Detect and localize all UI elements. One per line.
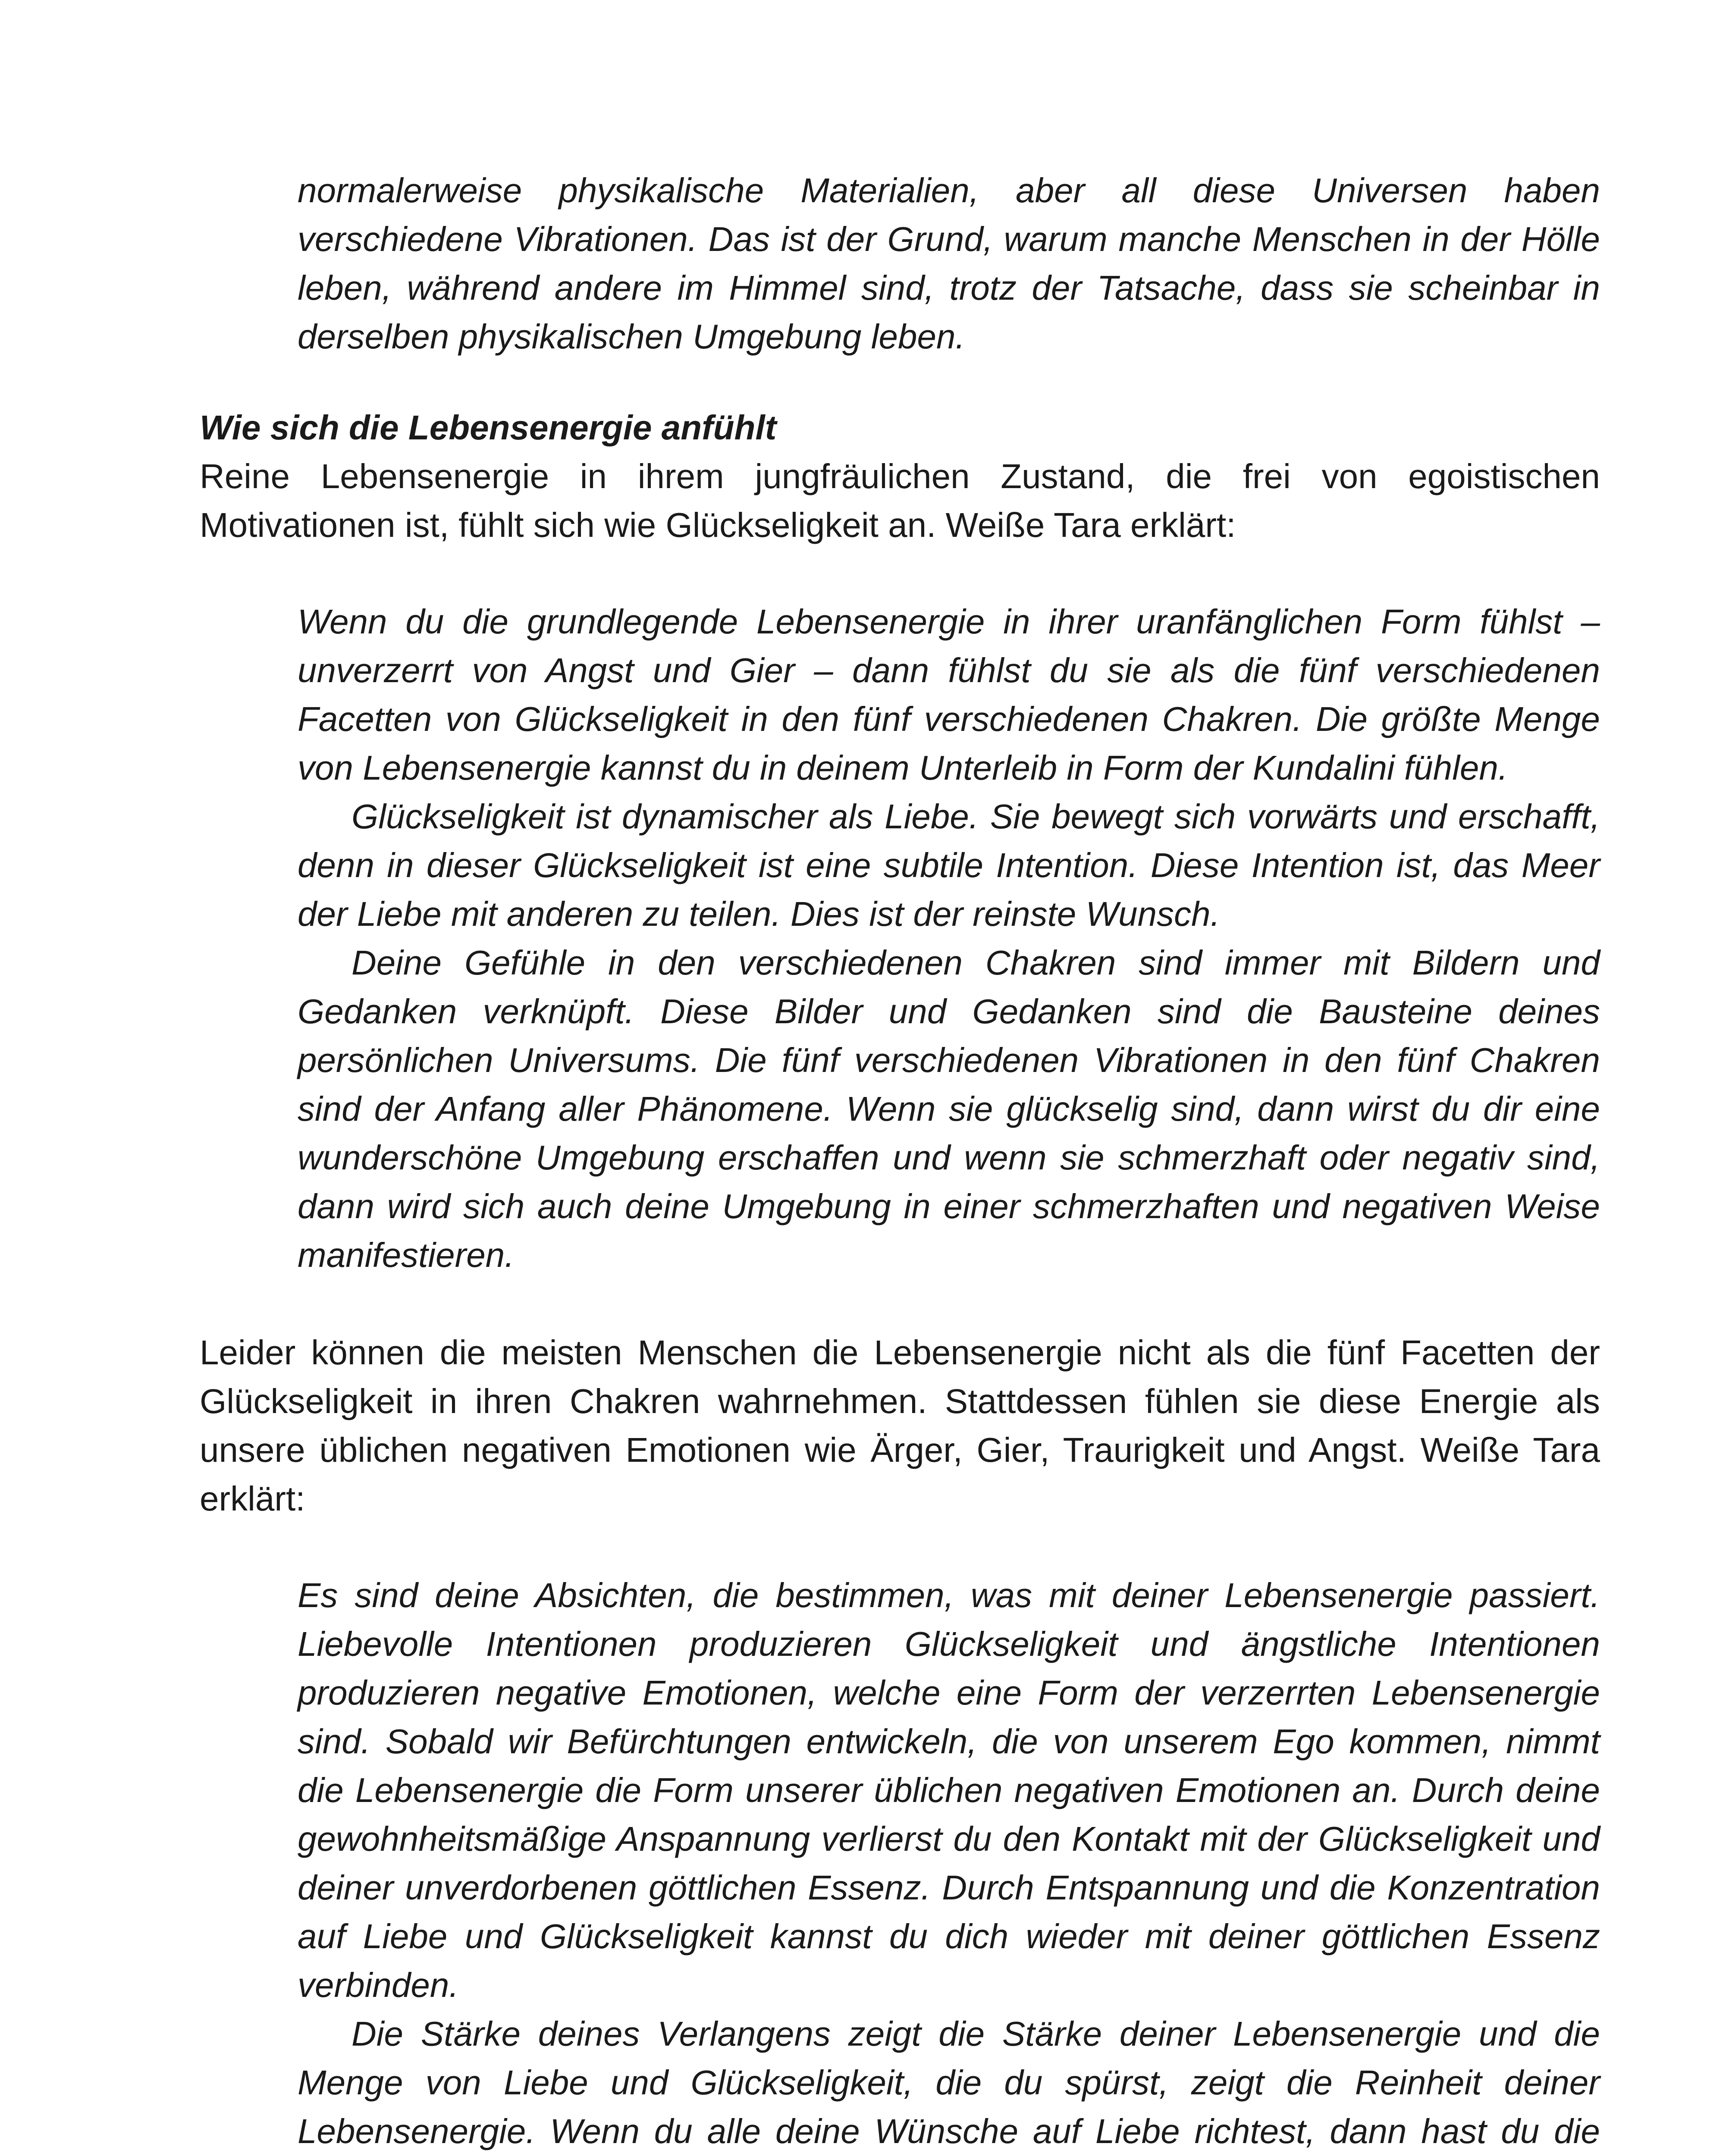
section-heading: Wie sich die Lebensenergie anfühlt — [200, 408, 777, 447]
quote-paragraph: Es sind deine Absichten, die bestimmen, was mit deiner Lebensenergie passiert. Liebevolle Intentionen produzieren Glückseligkeit und ängstliche Intentionen produzieren negative Emotionen, welche eine Form der verzerrten Lebensenergie sind. Sobald wir Befürchtungen entwickeln, die von unserem Ego kommen, nimmt die Lebensenergie die Form unserer üblichen negativen Emotionen an. Durch deine gewohnheitsmäßige Anspannung verlierst du den Kontakt mit der Glückseligkeit und deiner unverdorbenen göttlichen Essenz. Durch Entspannung und die Konzentration auf Liebe und Glückseligkeit kannst du dich wieder mit deiner göttlichen Essenz verbinden. — [298, 1576, 1600, 2004]
body-paragraph: Leider können die meisten Menschen die Lebensenergie nicht als die fünf Facetten der Glückseligkeit in ihren Chakren wahrnehmen. Stattdessen fühlen sie diese Energie als unsere üblichen negativen Emotionen wie Ärger, Gier, Traurigkeit und Angst. Weiße Tara erklärt: — [200, 1333, 1600, 1518]
quote-paragraph: Wenn du die grundlegende Lebensenergie in ihrer uranfänglichen Form fühlst – unverzerrt von Angst und Gier – dann fühlst du sie als die fünf verschiedenen Facetten von Glückseligkeit in den fünf verschiedenen Chakren. Die größte Menge von Lebensenergie kannst du in deinem Unterleib in Form der Kundalini fühlen. — [298, 602, 1600, 787]
quote-paragraph: normalerweise physikalische Materialien, aber all diese Universen haben verschiedene Vibrationen. Das ist der Grund, warum manche Menschen in der Hölle leben, während andere im Himmel sind, trotz der Tatsache, dass sie scheinbar in derselben physikalischen Umgebung leben. — [298, 171, 1600, 356]
quote-paragraph: Deine Gefühle in den verschiedenen Chakren sind immer mit Bildern und Gedanken verknüpft. Diese Bilder und Gedanken sind die Bausteine deines persönlichen Universums. Die fünf verschiedenen Vibrationen in den fünf Chakren sind der Anfang aller Phänomene. Wenn sie glückselig sind, dann wirst du dir eine wunderschöne Umgebung erschaffen und wenn sie schmerzhaft oder negativ sind, dann wird sich auch deine Umgebung in einer schmerzhaften und negativen Weise manifestieren. — [298, 943, 1600, 1274]
quote-block-bottom — [298, 1571, 1600, 2156]
quote-block-middle — [298, 597, 1600, 1279]
quote-paragraph: Glückseligkeit ist dynamischer als Liebe. Sie bewegt sich vorwärts und erschafft, denn in dieser Glückseligkeit ist eine subtile Intention. Diese Intention ist, das Meer der Liebe mit anderen zu teilen. Dies ist der reinste Wunsch. — [298, 797, 1600, 933]
quote-paragraph: Die Stärke deines Verlangens zeigt die Stärke deiner Lebensenergie und die Menge von Liebe und Glückseligkeit, die du spürst, zeigt die Reinheit deiner Lebensenergie. Wenn du alle deine Wünsche auf Liebe richtest, dann hast du die — [298, 2015, 1600, 2150]
quote-block-top — [298, 166, 1600, 361]
intro-paragraph: Reine Lebensenergie in ihrem jungfräulichen Zustand, die frei von egoistischen Motivationen ist, fühlt sich wie Glückseligkeit an. Weiße Tara erklärt: — [200, 457, 1600, 544]
